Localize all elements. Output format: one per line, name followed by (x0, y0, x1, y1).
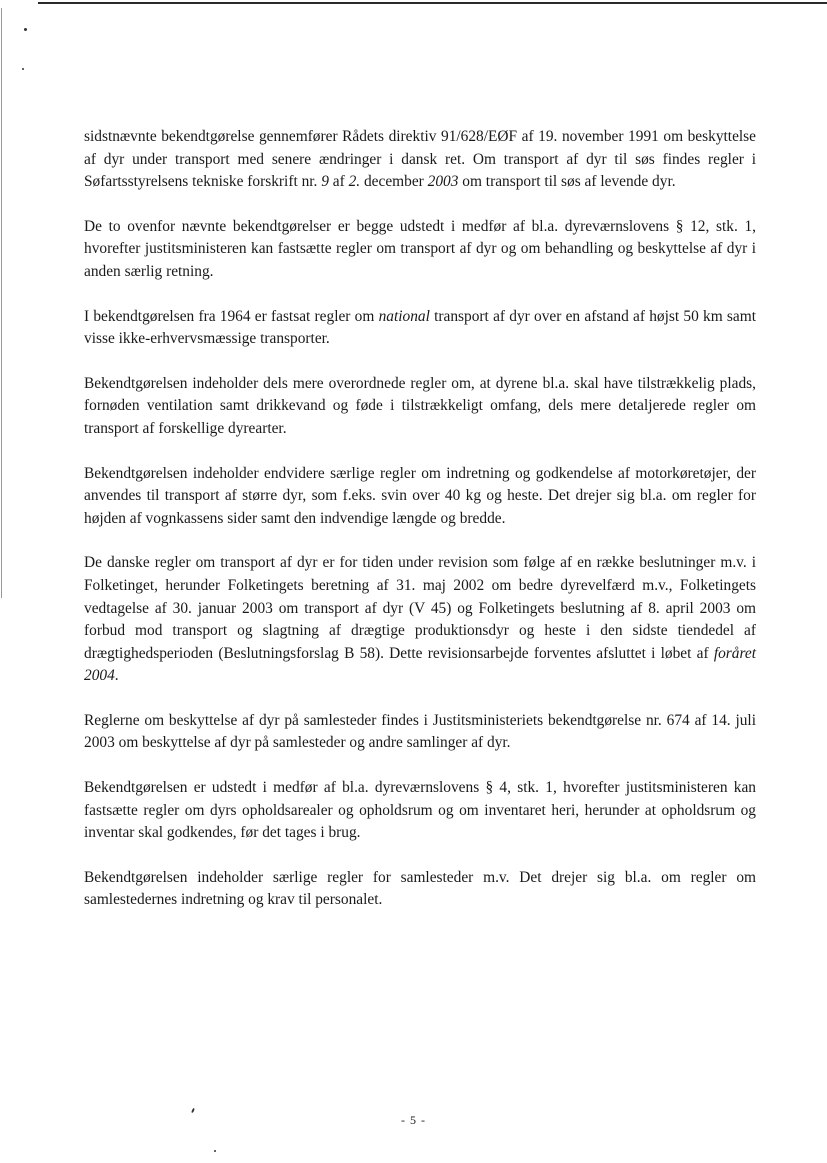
paragraph-text: om transport til søs af levende dyr. (458, 173, 676, 191)
paragraph-text: I bekendtgørelsen fra 1964 er fastsat regler om (84, 307, 379, 325)
paragraph-text: Bekendtgørelsen er udstedt i medfør af bl.a. dyreværnslovens § 4, stk. 1, hvorefter justitsministeren kan fastsætte regler om dyrs opholdsarealer og opholdsrum og om inventaret heri, herunder at opholdsrum og inventar skal godkendes, før det tages i brug. (84, 779, 756, 842)
scan-speck (214, 1150, 216, 1152)
paragraph-text: af (328, 173, 349, 191)
paragraph (84, 867, 756, 912)
paragraph (84, 777, 756, 845)
italic-text: foråret 2004 (84, 644, 756, 685)
italic-text: national (378, 307, 430, 325)
paragraph (84, 126, 756, 194)
paragraph-text: sidstnævnte bekendtgørelse gennemfører Rådets direktiv 91/628/EØF af 19. november 1991 om beskyttelse af dyr under transport med senere ændringer i dansk ret. Om transport af dyr til søs findes regler i Søfartsstyrelsens tekniske forskrift nr. (84, 128, 756, 191)
paragraph-text: De to ovenfor nævnte bekendtgørelser er begge udstedt i medfør af bl.a. dyreværnslovens § 12, stk. 1, hvorefter justitsministeren kan fastsætte regler om transport af dyr og om behandling og beskyttelse af dyr i anden særlig retning. (84, 217, 756, 280)
paragraph-text: Bekendtgørelsen indeholder dels mere overordnede regler om, at dyrene bl.a. skal have tilstrækkelig plads, fornøden ventilation samt drikkevand og føde i tilstrækkeligt omfang, dels mere detaljerede regler om transport af forskellige dyrearter. (84, 374, 756, 437)
italic-text: 2. (348, 173, 361, 191)
top-border-line (38, 2, 827, 4)
italic-text: 2003 (427, 173, 459, 191)
paragraph-text: Reglerne om beskyttelse af dyr på samlesteder findes i Justitsministeriets bekendtgørelse nr. 674 af 14. juli 2003 om beskyttelse af dyr på samlesteder og andre samlinger af dyr. (84, 711, 756, 752)
left-scan-edge (1, 8, 2, 598)
paragraph (84, 552, 756, 688)
paragraph (84, 463, 756, 531)
paragraph (84, 710, 756, 755)
paragraph-text: transport af dyr over en afstand af højst 50 km samt visse ikke-erhvervsmæssige transporter. (84, 307, 757, 348)
document-body (84, 126, 756, 934)
scan-speck (22, 68, 24, 70)
page-number: - 5 - (401, 1113, 426, 1127)
italic-text: 9 (321, 173, 329, 191)
paragraph-text: De danske regler om transport af dyr er for tiden under revision som følge af en række beslutninger m.v. i Folketinget, herunder Folketingets beretning af 31. maj 2002 om bedre dyrevelfærd m.v., Folketingets vedtagelse af 30. januar 2003 om transport af dyr (V 45) og Folketingets beslutning af 8. april 2003 om forbud mod transport og slagtning af drægtige produktionsdyr og heste i den sidste tiendedel af drægtighedsperioden (Beslutningsforslag B 58). Dette revisionsarbejde forventes afsluttet i løbet af (84, 554, 756, 662)
scan-speck (24, 28, 27, 31)
paragraph-text: Bekendtgørelsen indeholder endvidere særlige regler om indretning og godkendelse af motorkøretøjer, der anvendes til transport af større dyr, som f.eks. svin over 40 kg og heste. Det drejer sig bl.a. om regler for højden af vognkassens sider samt den indvendige længde og bredde. (84, 464, 756, 527)
paragraph-text: . (114, 667, 119, 685)
paragraph-text: december (360, 173, 428, 191)
paragraph-text: Bekendtgørelsen indeholder særlige regler for samlesteder m.v. Det drejer sig bl.a. om regler om samlestedernes indretning og krav til personalet. (84, 868, 756, 909)
paragraph (84, 373, 756, 441)
paragraph (84, 306, 756, 351)
paragraph (84, 216, 756, 284)
